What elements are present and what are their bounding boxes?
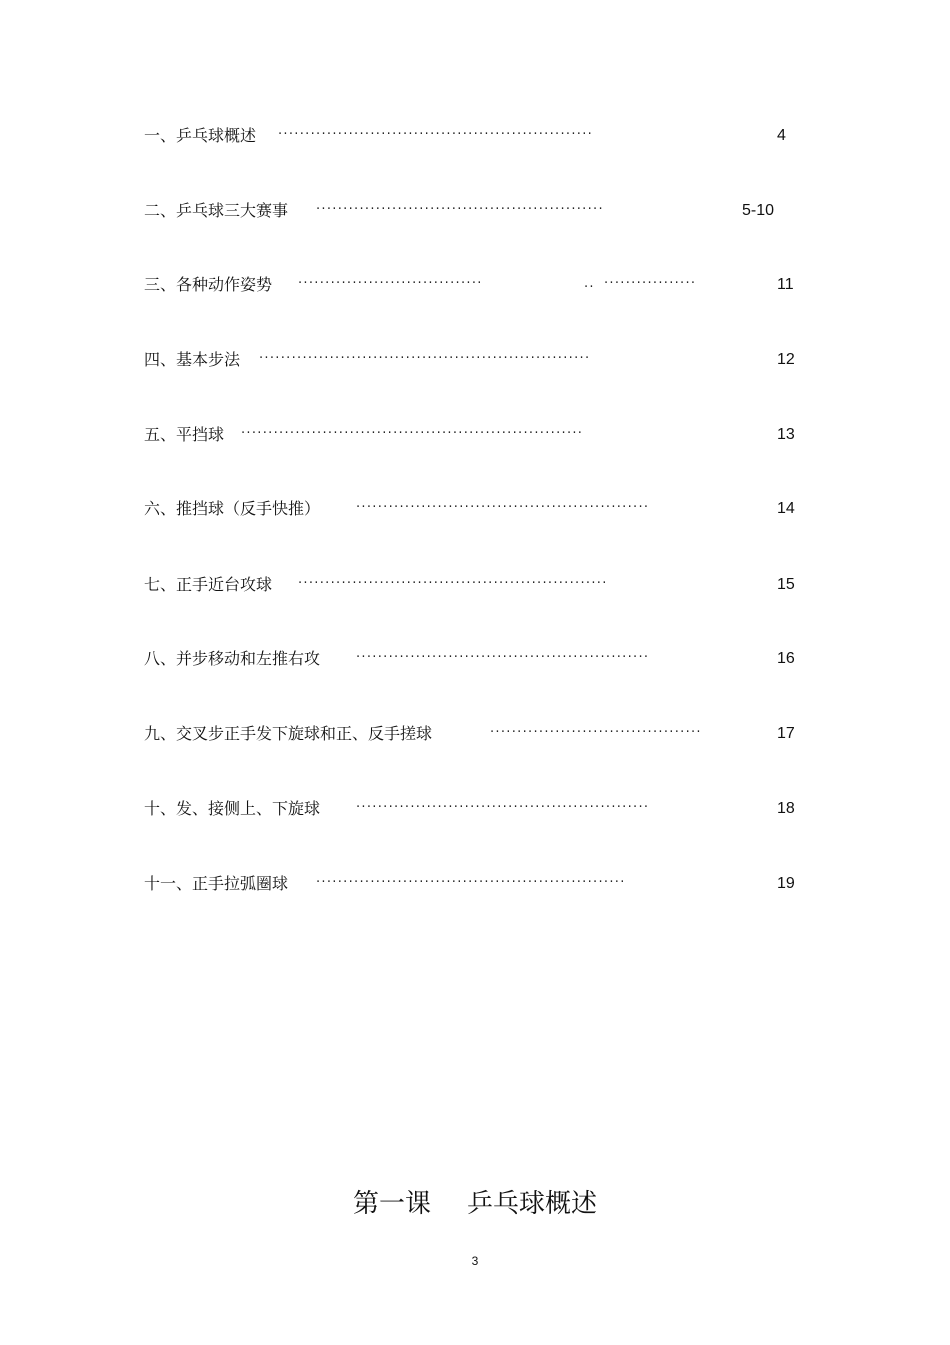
- toc-label: 七、正手近台攻球: [144, 575, 273, 594]
- toc-row-5[interactable]: [0, 423, 950, 447]
- toc-label: 五、平挡球: [144, 425, 225, 444]
- toc-label: 一、乒乓球概述: [144, 126, 257, 145]
- toc-row-2[interactable]: [0, 199, 950, 223]
- toc-page-number: 5-10: [742, 202, 775, 219]
- toc-label: 二、乒乓球三大赛事: [144, 201, 289, 220]
- toc-row-1[interactable]: [0, 124, 950, 148]
- toc-label: 十一、正手拉弧圈球: [144, 874, 289, 893]
- toc-page-number: 17: [777, 725, 795, 742]
- toc-page-number: 12: [777, 351, 795, 368]
- toc-dots: ·····················································: [316, 202, 604, 217]
- toc-page-number: 11: [777, 276, 794, 293]
- toc-page-number: 15: [777, 576, 795, 593]
- toc-label: 六、推挡球（反手快推）: [144, 499, 321, 518]
- toc-dots: ······················································: [356, 800, 650, 815]
- toc-row-9[interactable]: [0, 722, 950, 746]
- toc-dots: ······················································: [356, 650, 650, 665]
- toc-dots: ······················································: [356, 500, 650, 515]
- toc-page-number: 13: [777, 426, 795, 443]
- toc-dots: ·······························································: [241, 426, 584, 441]
- toc-dots: ··································: [298, 276, 483, 291]
- toc-dots: ·························································: [316, 875, 626, 890]
- toc-label: 四、基本步法: [144, 350, 241, 369]
- toc-dots-fragment: ..: [584, 276, 595, 291]
- toc-page-number: 19: [777, 875, 795, 892]
- toc-row-6[interactable]: [0, 497, 950, 521]
- toc-dots: ·························································: [298, 576, 608, 591]
- toc-page-number: 16: [777, 650, 795, 667]
- toc-label: 十、发、接侧上、下旋球: [144, 799, 321, 818]
- toc-row-10[interactable]: [0, 797, 950, 821]
- toc-label: 八、并步移动和左推右攻: [144, 649, 321, 668]
- toc-row-7[interactable]: [0, 573, 950, 597]
- chapter-title: [0, 1186, 950, 1222]
- toc-page-number: 4: [777, 127, 786, 144]
- toc-page-number: 18: [777, 800, 795, 817]
- toc-dots: ··························································: [278, 127, 594, 142]
- toc-row-11[interactable]: [0, 872, 950, 896]
- toc-dots: ·················: [604, 276, 697, 291]
- chapter-name: 乒乓球概述: [467, 1189, 598, 1219]
- toc-label: 三、各种动作姿势: [144, 275, 273, 294]
- toc-label: 九、交叉步正手发下旋球和正、反手搓球: [144, 724, 433, 743]
- toc-row-8[interactable]: [0, 647, 950, 671]
- toc-page-number: 14: [777, 500, 795, 517]
- toc-row-4[interactable]: [0, 348, 950, 372]
- page-number: 3: [471, 1254, 479, 1268]
- toc-row-3[interactable]: [0, 273, 950, 297]
- chapter-number: 第一课: [352, 1189, 431, 1219]
- toc-dots: ·······································: [490, 725, 702, 740]
- toc-dots: ·····························································: [259, 351, 591, 366]
